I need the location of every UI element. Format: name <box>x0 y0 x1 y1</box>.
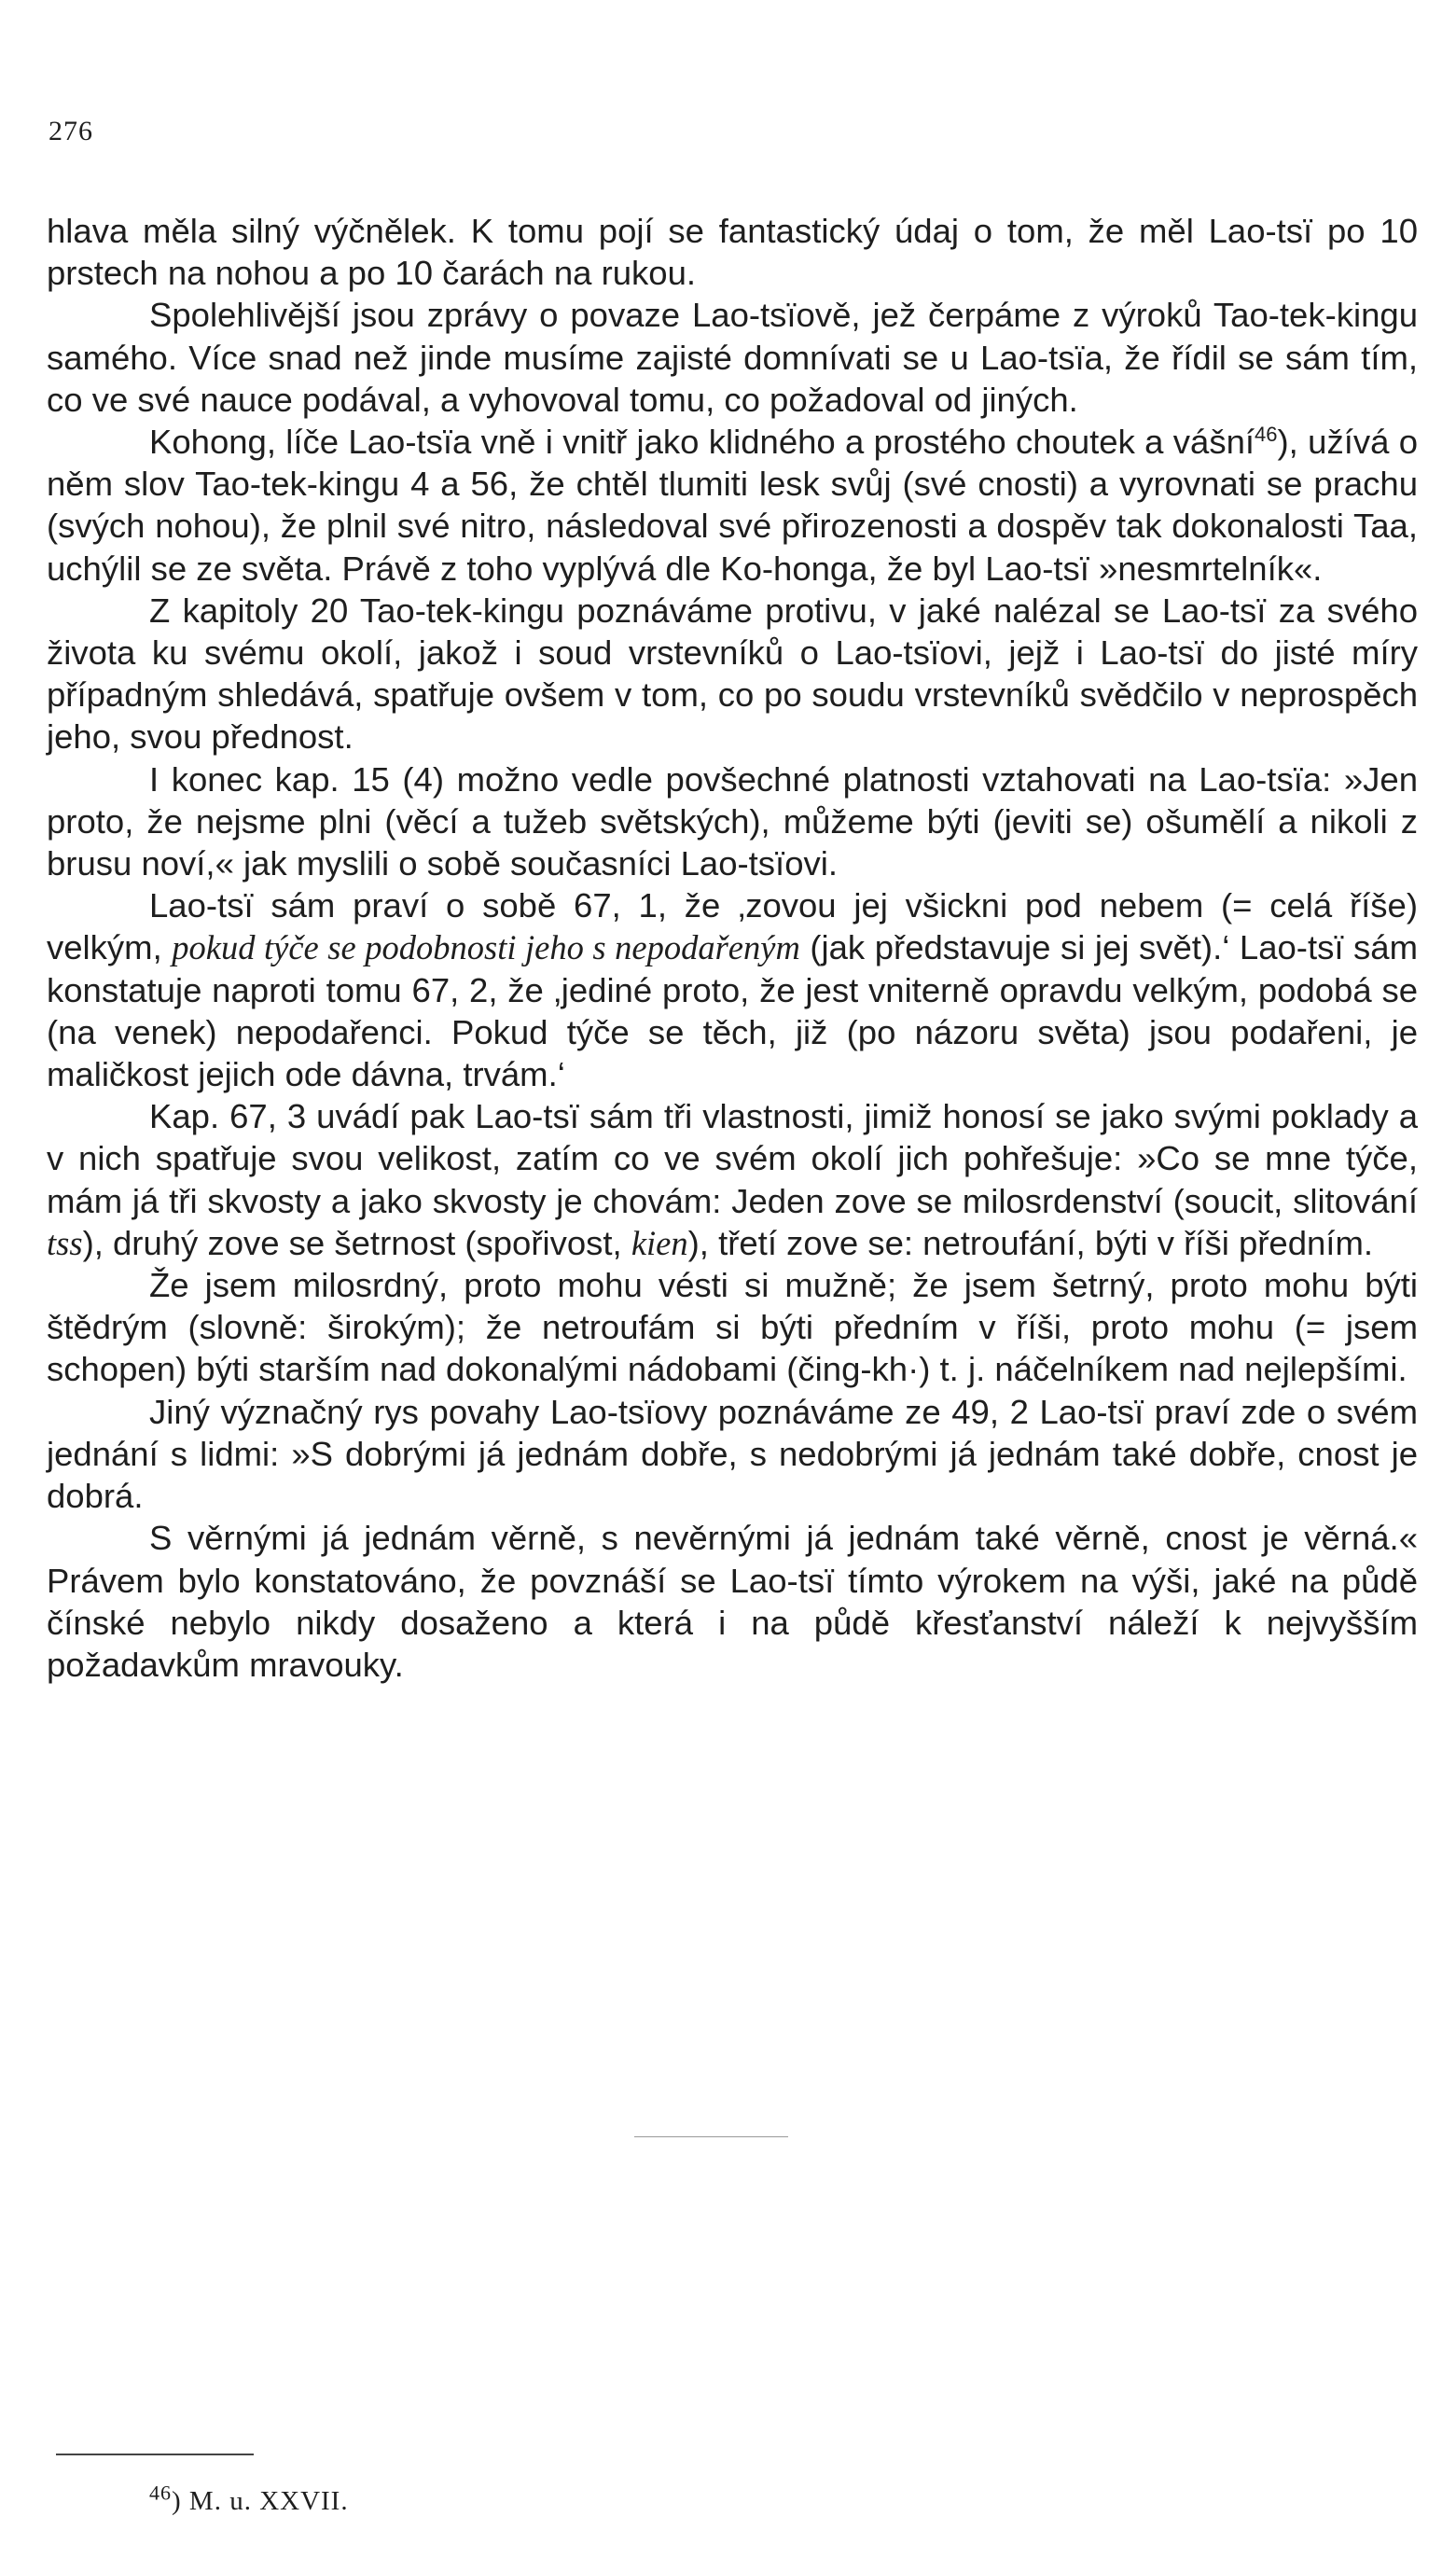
paragraph <box>47 1517 1418 1686</box>
footnote-ref: 46 <box>1255 422 1278 446</box>
italic-text: tss <box>47 1223 83 1262</box>
text-run: Kap. 67, 3 uvádí pak Lao-tsï sám tři vlastnosti, jimiž honosí se jako svými poklady a v nich spatřuje svou velikost, zatím co ve svém okolí jich pohřešuje: »Co se mne týče, mám já tři skvosty a jako skvosty je chovám: Jeden zove se milosrdenství (soucit, slitování <box>47 1097 1418 1220</box>
text-run: ), užívá o něm slov Tao-tek-kingu 4 a 56, že chtěl tlumiti lesk svůj (své cnosti) a vyrovnati se prachu (svých nohou), že plnil své nitro, následoval své přirozenosti a dospěv tak dokonalosti Taa, uchýlil se ze světa. Právě z toho vyplývá dle Ko-honga, že byl Lao-tsï »nesmrtelník«. <box>47 423 1419 588</box>
section-separator <box>634 2136 788 2137</box>
paragraph <box>47 1391 1418 1518</box>
paragraph <box>47 1095 1418 1264</box>
paragraph <box>47 294 1418 421</box>
footnote-rule <box>56 2454 254 2455</box>
text-run: (jak představuje si jej svět).‘ Lao-tsï sám konstatuje naproti tomu 67, 2, že ‚jediné proto, že jest vniterně opravdu velkým, podobá se (na venek) nepodařenci. Pokud týče se těch, již (po názoru světa) jsou podařeni, je maličkost jejich ode dávna, trvám.‘ <box>47 928 1418 1094</box>
paragraph <box>47 884 1418 1095</box>
italic-text: pokud týče se podobnosti jeho s nepodařeným <box>172 928 800 967</box>
paragraph <box>47 421 1418 590</box>
paragraph <box>47 590 1418 758</box>
text-run: hlava měla silný výčnělek. K tomu pojí se fantastický údaj o tom, že měl Lao-tsï po 10 prstech na nohou a po 10 čarách na rukou. <box>47 212 1418 293</box>
text-run: ), třetí zove se: netroufání, býti v říši předním. <box>687 1223 1373 1262</box>
text-run: Lao-tsï sám praví o sobě 67, 1, že ‚zovou jej všickni pod nebem (= celá říše) velkým, <box>47 886 1418 967</box>
text-run: Kohong, líče Lao-tsïa vně i vnitř jako klidného a prostého choutek a vášní <box>149 423 1255 462</box>
paragraph <box>47 758 1418 885</box>
text-run: Spolehlivější jsou zprávy o povaze Lao-tsïově, jež čerpáme z výroků Tao-tek-kingu samého. Více snad než jinde musíme zajisté domnívati se u Lao-tsïa, že řídil se sám tím, co ve své nauce podával, a vyhovoval tomu, co požadoval od jiných. <box>47 296 1418 419</box>
text-run: I konec kap. 15 (4) možno vedle povšechné platnosti vztahovati na Lao-tsïa: »Jen proto, že nejsme plni (věcí a tužeb světských), můžeme býti (jeviti se) ošumělí a nikoli z brusu noví,« jak myslili o sobě současníci Lao-tsïovi. <box>47 759 1418 883</box>
italic-text: kien <box>631 1223 688 1262</box>
text-run: Že jsem milosrdný, proto mohu vésti si mužně; že jsem šetrný, proto mohu býti štědrým (slovně: širokým); že netroufám si býti předním v říši, proto mohu (= jsem schopen) býti starším nad dokonalými nádobami (čing-kh·) t. j. náčelníkem nad nejlepšími. <box>47 1266 1418 1389</box>
text-run: ), druhý zove se šetrnost (spořivost, <box>82 1223 631 1262</box>
paragraph <box>47 1264 1418 1391</box>
text-run: Jiný význačný rys povahy Lao-tsïovy poznáváme ze 49, 2 Lao-tsï praví zde o svém jednání s lidmi: »S dobrými já jednám dobře, s nedobrými já jednám také dobře, cnost je dobrá. <box>47 1392 1418 1516</box>
footnote <box>149 2481 349 2517</box>
footnote-mark: 46 <box>149 2481 172 2505</box>
text-run: S věrnými já jednám věrně, s nevěrnými já jednám také věrně, cnost je věrná.« Právem bylo konstatováno, že povznáší se Lao-tsï tímto výrokem na výši, jaké na půdě čínské nebylo nikdy dosaženo a která i na půdě křesťanství náleží k nejvyšším požadavkům mravouky. <box>47 1519 1418 1684</box>
text-run: Z kapitoly 20 Tao-tek-kingu poznáváme protivu, v jaké nalézal se Lao-tsï za svého života ku svému okolí, jakož i soud vrstevníků o Lao-tsïovi, jejž i Lao-tsï do jisté míry případným shledává, spatřuje ovšem v tom, co po soudu vrstevníků svědčilo v neprospěch jeho, svou přednost. <box>47 591 1418 757</box>
body-text <box>47 210 1418 1686</box>
page-number: 276 <box>49 116 93 146</box>
footnote-text: ) M. u. XXVII. <box>172 2486 349 2516</box>
paragraph <box>47 210 1418 294</box>
